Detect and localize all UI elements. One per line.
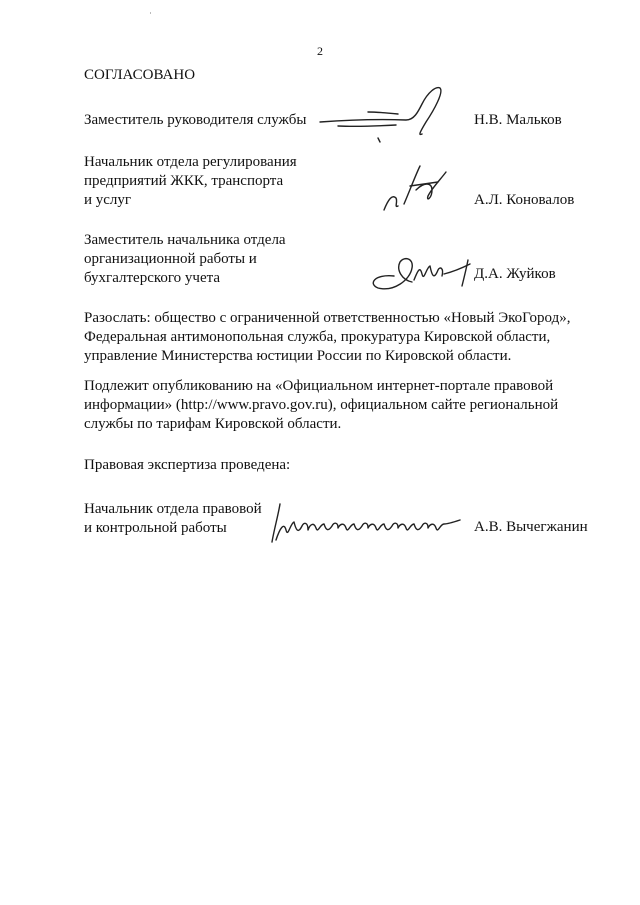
approver-2-name: А.Л. Коновалов	[474, 192, 575, 208]
publication-paragraph	[84, 377, 574, 434]
approver-1-position	[84, 111, 306, 130]
approver-3-position	[84, 231, 286, 288]
signature-vychegzhanin	[270, 500, 470, 548]
position-line: Начальник отдела регулирования	[84, 154, 297, 170]
legal-head-name: А.В. Вычегжанин	[474, 519, 588, 535]
position-line: бухгалтерского учета	[84, 270, 221, 286]
scan-speck	[150, 12, 151, 14]
paragraph-line: Подлежит опубликованию на «Официальном интернет-портале правовой	[84, 378, 554, 394]
page-number: 2	[317, 44, 323, 58]
paragraph-line: управление Министерства юстиции России по Кировской области.	[84, 348, 512, 364]
approver-3-name: Д.А. Жуйков	[474, 266, 556, 282]
legal-head-position	[84, 500, 262, 538]
paragraph-line: Федеральная антимонопольная служба, прокуратура Кировской области,	[84, 329, 551, 345]
position-line: и контрольной работы	[84, 520, 227, 536]
position-line: предприятий ЖКК, транспорта	[84, 173, 284, 189]
position-line: Заместитель начальника отдела	[84, 232, 286, 248]
paragraph-line: службы по тарифам Кировской области.	[84, 416, 342, 432]
position-line: и услуг	[84, 192, 132, 208]
position-line: Начальник отдела правовой	[84, 501, 262, 517]
legal-review-note: Правовая экспертиза проведена:	[84, 457, 291, 473]
approver-2-position	[84, 153, 297, 210]
position-line: Заместитель руководителя службы	[84, 112, 307, 128]
signature-zhuikov	[364, 246, 480, 296]
approval-heading: СОГЛАСОВАНО	[84, 67, 196, 83]
position-line: организационной работы и	[84, 251, 257, 267]
paragraph-line: информации» (http://www.pravo.gov.ru), официальном сайте региональной	[84, 397, 559, 413]
approver-1-name: Н.В. Мальков	[474, 112, 562, 128]
signature-malkov	[318, 82, 448, 142]
paragraph-line: Разослать: общество с ограниченной ответственностью «Новый ЭкоГород»,	[84, 310, 571, 326]
distribution-paragraph	[84, 309, 574, 366]
signature-konovalov	[380, 160, 460, 220]
